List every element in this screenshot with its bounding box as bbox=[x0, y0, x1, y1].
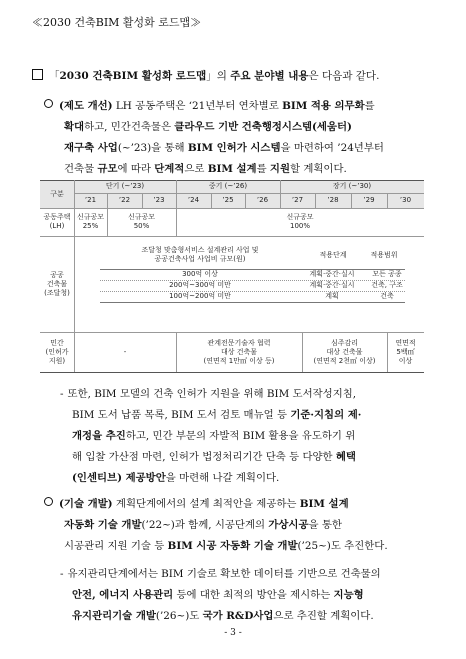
header-text: 조달청 맞춤형서비스 설계관리 사업 및 bbox=[141, 246, 259, 254]
private-cell: 심주감리 대상 건축물 (연면적 2천㎡ 이상) bbox=[313, 338, 376, 365]
para-line bbox=[60, 447, 361, 468]
roadmap-table bbox=[40, 180, 424, 372]
text: (~’23)을 통해 bbox=[117, 142, 188, 154]
public-scope: 건축, 구조 bbox=[371, 281, 403, 289]
header-text: 공공건축사업 사업비 규모(원) bbox=[154, 255, 246, 263]
row-label-private bbox=[40, 332, 74, 372]
dash-bullet: - bbox=[60, 568, 64, 580]
para-standards bbox=[60, 384, 361, 489]
text-bold: (기술 개발) bbox=[59, 498, 113, 510]
text: LH 공동주택은 ‘21년부터 연차별로 bbox=[112, 100, 283, 112]
para-line bbox=[44, 159, 384, 180]
text-bold: BIM 설계 bbox=[207, 163, 257, 175]
public-size: 200억~300억 미만 bbox=[169, 281, 231, 289]
text-bold: (인센티브) 제공방안 bbox=[72, 472, 166, 484]
period-short: 단기 (~’23) bbox=[105, 182, 145, 190]
para-line bbox=[60, 585, 381, 606]
text-bold: 규모 bbox=[97, 163, 118, 175]
para-line bbox=[44, 96, 384, 117]
text-bold: 개정을 추진 bbox=[72, 430, 126, 442]
public-stage: 계획·중간·실시 bbox=[309, 281, 355, 289]
year-cell: ’23 bbox=[153, 196, 165, 204]
col-label: 구분 bbox=[50, 189, 64, 198]
circle-bullet-icon bbox=[44, 99, 53, 108]
intro-line bbox=[32, 68, 379, 83]
text: 또한, BIM 모델의 건축 인허가 지원을 위해 BIM 도서작성지침, bbox=[67, 388, 357, 400]
text: 해 입찰 가산점 마련, 인허가 법정처리기간 단축 등 다양한 bbox=[72, 451, 336, 463]
public-header-scope: 적용범위 bbox=[370, 250, 398, 259]
text-bold: 클라우드 기반 건축행정시스템(세움터) bbox=[174, 121, 352, 133]
text-bold: BIM 시공 자동화 기술 개발 bbox=[167, 540, 298, 552]
year-cell: ’25 bbox=[222, 196, 234, 204]
text: 시공관리 지원 기술 등 bbox=[64, 540, 168, 552]
row-label-text: 공공 bbox=[50, 270, 64, 279]
para-line bbox=[44, 536, 388, 557]
row-label-text: (인허가 bbox=[45, 347, 69, 356]
public-header-stage: 적용단계 bbox=[319, 250, 347, 259]
intro-bold: 주요 분야별 내용 bbox=[230, 70, 309, 82]
public-size: 100억~200억 미만 bbox=[169, 292, 231, 300]
text: 으로 추진할 계획이다. bbox=[273, 610, 374, 622]
table-border bbox=[40, 372, 424, 373]
para-line bbox=[60, 468, 361, 489]
text-bold: 지원 bbox=[269, 163, 290, 175]
year-cell: ’30 bbox=[399, 196, 412, 204]
text: BIM 도서 납품 목록, BIM 도서 검토 매뉴얼 등 bbox=[72, 409, 291, 421]
para-line bbox=[60, 405, 361, 426]
text: 을 통한 bbox=[308, 519, 342, 531]
text: 을 마련하여 ’24년부터 bbox=[280, 142, 384, 154]
period-mid: 중기 (~’26) bbox=[208, 182, 248, 190]
row-label-lh bbox=[40, 208, 74, 236]
para-line bbox=[60, 384, 361, 405]
text: 하고, 민간 부문의 자발적 BIM 활용을 유도하기 위 bbox=[125, 430, 356, 442]
text-bold: 지능형 bbox=[333, 589, 364, 601]
para-line bbox=[60, 564, 381, 585]
text: 할 계획이다. bbox=[290, 163, 347, 175]
para-maintenance bbox=[60, 564, 381, 627]
text-bold: 확대 bbox=[64, 121, 85, 133]
inner-table-line bbox=[100, 302, 405, 303]
para-technology bbox=[44, 494, 388, 557]
text: 으로 bbox=[184, 163, 208, 175]
text-bold: BIM 설계 bbox=[299, 498, 349, 510]
text-bold: (제도 개선) bbox=[59, 100, 113, 112]
year-cell: ’29 bbox=[363, 196, 375, 204]
intro-bold: 2030 건축BIM 활성화 로드맵 bbox=[59, 70, 207, 82]
row-label-public bbox=[40, 236, 74, 332]
text: 건축물 bbox=[64, 163, 98, 175]
para-line bbox=[44, 117, 384, 138]
text-bold: 혜택 bbox=[335, 451, 356, 463]
table-line bbox=[40, 236, 424, 237]
public-stage: 계획 bbox=[325, 292, 339, 300]
public-scope: 건축 bbox=[380, 292, 394, 300]
text-bold: 가상시공 bbox=[268, 519, 309, 531]
text-bold: 기준·지침의 제· bbox=[290, 409, 362, 421]
lh-cell: 신규공모 100% bbox=[286, 213, 314, 230]
public-size: 300억 이상 bbox=[182, 270, 218, 278]
text: 을 마련해 나갈 계획이다. bbox=[165, 472, 280, 484]
text-bold: 자동화 기술 개발 bbox=[64, 519, 142, 531]
text: 유지관리단계에서는 BIM 기술로 확보한 데이터를 기반으로 건축물의 bbox=[67, 568, 381, 580]
private-cell: 연면적 5백㎡ 이상 bbox=[395, 338, 416, 365]
para-institutional bbox=[44, 96, 384, 180]
text-bold: 유지관리기술 개발 bbox=[72, 610, 156, 622]
private-cell: - bbox=[123, 347, 127, 356]
private-cell: 관계전문기술자 협력 대상 건축물 (연면적 1만㎡ 이상 등) bbox=[203, 338, 275, 365]
year-cell: ’28 bbox=[327, 196, 339, 204]
public-scope: 모든 공종 bbox=[372, 270, 402, 278]
text: 하고, 민간건축물은 bbox=[84, 121, 175, 133]
row-label-text: 민간 bbox=[50, 338, 64, 347]
checkbox-square-bullet bbox=[32, 69, 43, 80]
intro-text: 「 bbox=[49, 70, 60, 82]
dash-bullet: - bbox=[60, 388, 64, 400]
para-line bbox=[44, 494, 388, 515]
row-label-text: (조달청) bbox=[44, 288, 70, 297]
text: 를 bbox=[364, 100, 375, 112]
public-header-left bbox=[100, 242, 300, 268]
row-label-text: 공동주택 bbox=[43, 213, 71, 221]
year-cell: ’22 bbox=[118, 196, 131, 204]
circle-bullet-icon bbox=[44, 497, 53, 506]
para-line bbox=[44, 138, 384, 159]
text: 에 따라 bbox=[117, 163, 155, 175]
intro-text: 은 다음과 같다. bbox=[308, 70, 380, 82]
text: 등에 대한 최적의 방안을 제시하는 bbox=[173, 589, 334, 601]
row-label-text: (LH) bbox=[49, 222, 65, 230]
intro-text: 」의 bbox=[206, 70, 231, 82]
document-heading: ≪2030 건축BIM 활성화 로드맵≫ bbox=[32, 16, 202, 29]
year-cell: ’27 bbox=[291, 196, 304, 204]
para-line bbox=[44, 515, 388, 536]
public-stage: 계획·중간·실시 bbox=[309, 270, 355, 278]
text: 계획단계에서의 설계 최적안을 제공하는 bbox=[112, 498, 300, 510]
text: (’25~)도 추진한다. bbox=[297, 540, 388, 552]
text: 를 bbox=[256, 163, 270, 175]
text-bold: 재구축 사업 bbox=[64, 142, 118, 154]
row-label-text: 건축물 bbox=[46, 279, 68, 288]
para-line bbox=[60, 606, 381, 627]
lh-cell: 신규공모 50% bbox=[127, 213, 156, 230]
year-cell: ’21 bbox=[84, 196, 97, 204]
text-bold: BIM 인허가 시스템 bbox=[187, 142, 281, 154]
page-number: - 3 - bbox=[224, 628, 242, 638]
period-long: 장기 (~’30) bbox=[332, 182, 372, 190]
para-line bbox=[60, 426, 361, 447]
row-label-text: 지원) bbox=[48, 356, 66, 365]
text: (’22~)과 함께, 시공단계의 bbox=[141, 519, 269, 531]
text-bold: 단계적 bbox=[154, 163, 185, 175]
year-cell: ’24 bbox=[187, 196, 200, 204]
text: (’26~)도 bbox=[155, 610, 203, 622]
text-bold: 안전, 에너지 사용관리 bbox=[72, 589, 174, 601]
year-cell: ’26 bbox=[256, 196, 269, 204]
text-bold: BIM 적용 의무화 bbox=[282, 100, 365, 112]
lh-cell: 신규공모 25% bbox=[76, 213, 105, 230]
text-bold: 국가 R&D사업 bbox=[202, 610, 274, 622]
